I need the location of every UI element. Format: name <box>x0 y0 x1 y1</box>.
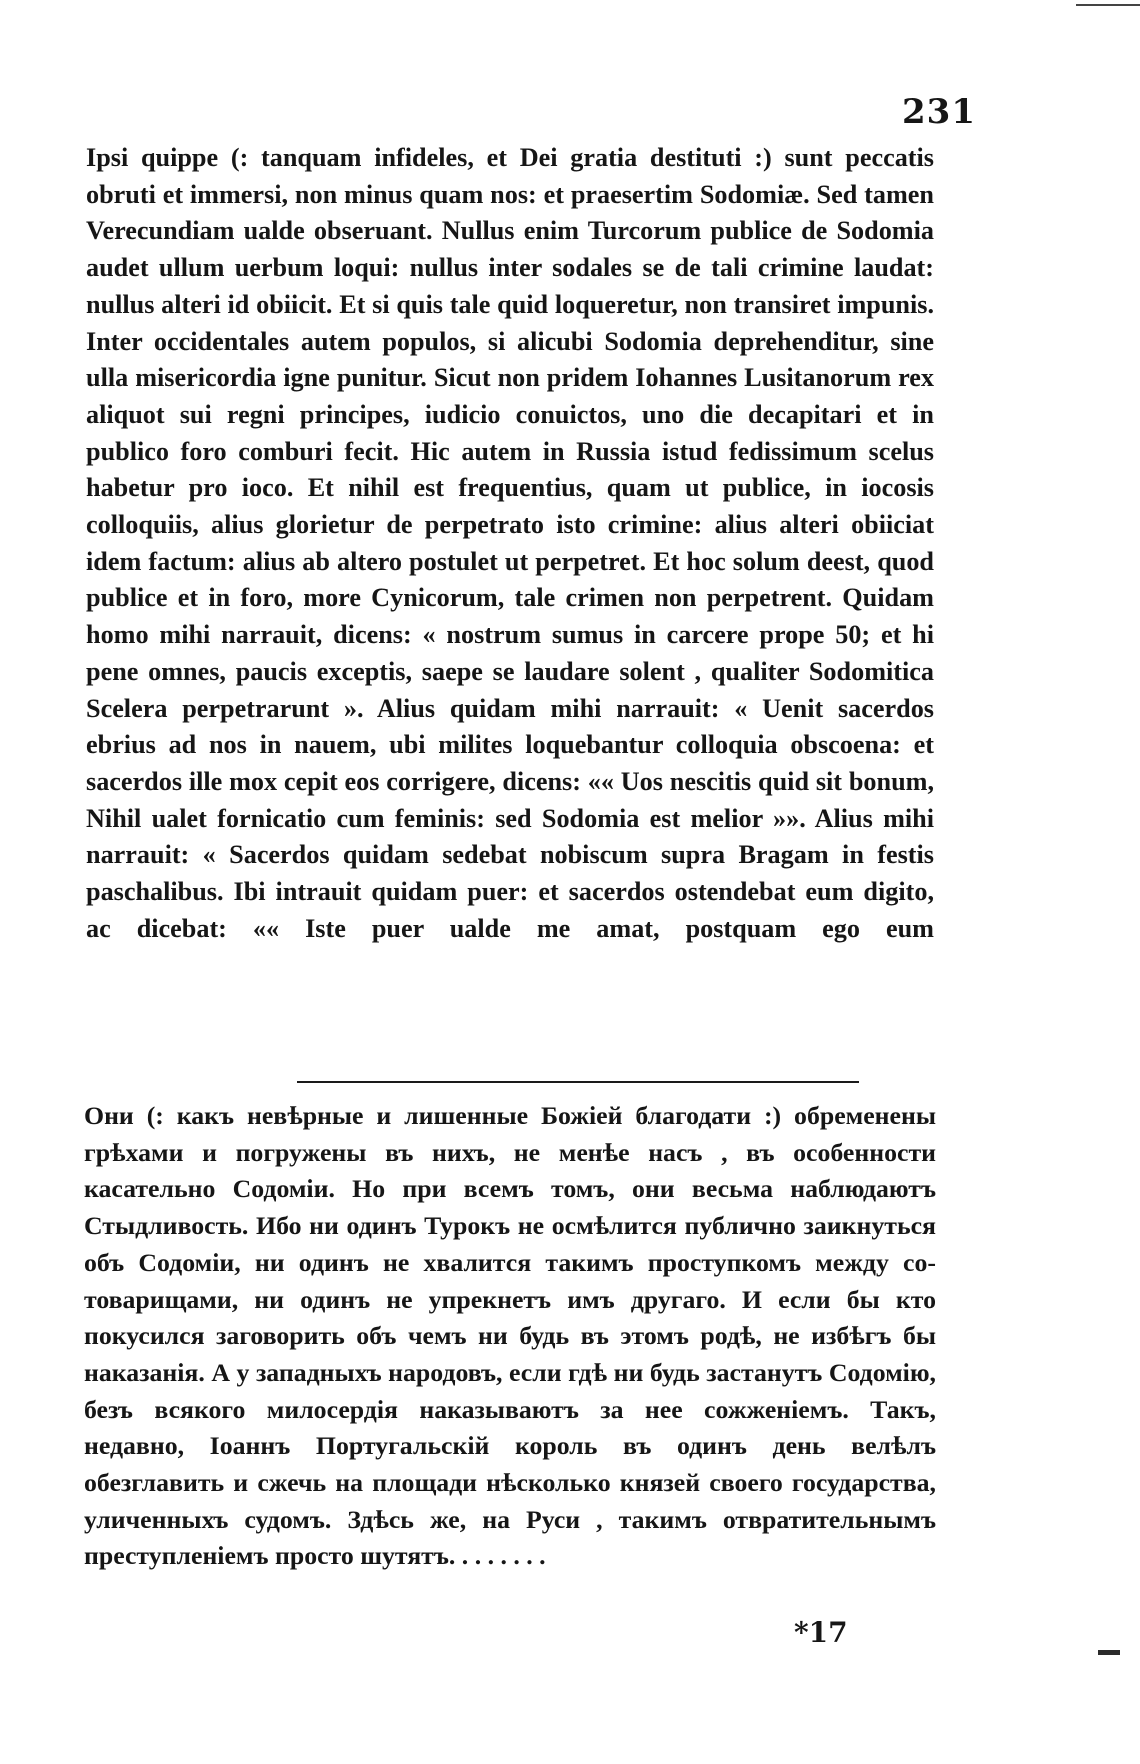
russian-paragraph: Они (: какъ невѣрные и лишенные Божіей благодати :) обременены грѣхами и погружены въ нихъ, не менѣе насъ , въ особенности касательно Содоміи. Но при всемъ томъ, они весьма наблюдаютъ Стыдливость. Ибо ни одинъ Турокъ не осмѣлится публично заикнуться объ Содоміи, ни одинъ не хвалится такимъ проступкомъ между со- товарищами, ни одинъ не упрекнетъ имъ другаго. И если бы кто покусился заговорить объ чемъ ни будь въ этомъ родѣ, не избѣгъ бы наказанія. А у западныхъ народовъ, если гдѣ ни будь застанутъ Содомію, безъ всякого милосердія наказываютъ за нее сожженіемъ. Такъ, недавно, Іоаннъ Португальскій король въ одинъ день велѣлъ обезглавить и сжечь на площади нѣсколько князей своего государства, уличенныхъ судомъ. Здѣсь же, на Руси , такимъ отвратительнымъ преступленіемъ просто шутятъ. . . . . . . . <box>84 1101 936 1571</box>
signature-number: 17 <box>808 1616 848 1649</box>
page-number: 231 <box>902 92 976 132</box>
latin-paragraph: Ipsi quippe (: tanquam infideles, et Dei gratia destituti :) sunt peccatis obruti et immersi, non minus quam nos: et praesertim Sodomiæ. Sed tamen Verecundiam ualde obseruant. Nullus enim Turcorum publice de Sodomia audet ullum uerbum loqui: nullus inter sodales se de tali crimine laudat: nullus alteri id obiicit. Et si quis tale quid loqueretur, non transiret impunis. Inter occidentales autem populos, si alicubi Sodomia deprehenditur, sine ulla misericordia igne punitur. Sicut non pridem Iohannes Lusitanorum rex aliquot sui regni principes, iudicio conuictos, uno die decapitari et in publico foro comburi fecit. Hic autem in Russia istud fedissimum scelus habetur pro ioco. Et nihil est frequentius, quam ut publice, in iocosis colloquiis, alius glorietur de perpetrato isto crimine: alius alteri obiiciat idem factum: alius ab altero postulet ut perpetret. Et hoc solum deest, quod publice et in foro, more Cynicorum, tale crimen non perpetrent. Quidam homo mihi narrauit, dicens: « nostrum sumus in carcere prope 50; et hi pene omnes, paucis exceptis, saepe se laudare solent , qualiter Sodomitica Scelera perpetrarunt ». Alius quidam mihi narrauit: « Uenit sacerdos ebrius ad nos in nauem, ubi milites loquebantur colloquia obscoena: et sacerdos ille mox cepit eos corrigere, dicens: «« Uos nescitis quid sit bonum, Nihil ualet fornicatio cum feminis: sed Sodomia est melior »». Alius mihi narrauit: « Sacerdos quidam sedebat nobiscum supra Bragam in festis paschalibus. Ibi intrauit quidam puer: et sacerdos ostendebat eum digito, ac dicebat: «« Iste puer ualde me amat, postquam ego eum <box>86 143 934 943</box>
signature-mark <box>794 1616 848 1649</box>
signature-star-icon: * <box>794 1616 809 1649</box>
margin-mark <box>1098 1650 1120 1655</box>
top-edge-rule <box>1076 4 1140 6</box>
section-divider <box>297 1081 859 1083</box>
